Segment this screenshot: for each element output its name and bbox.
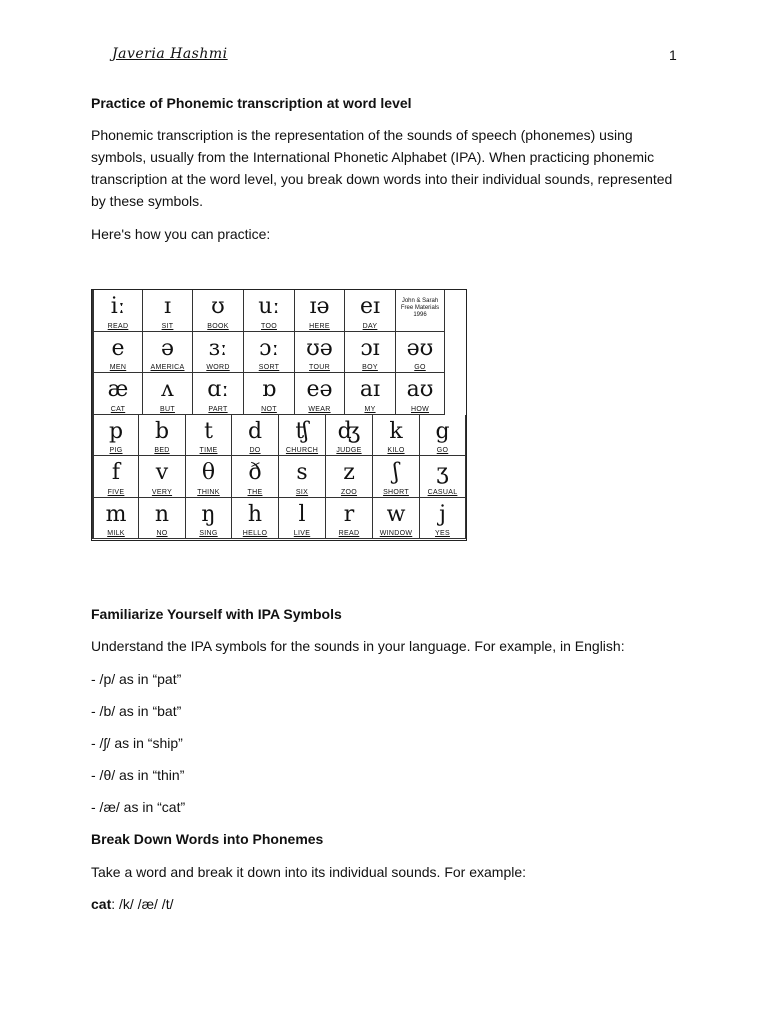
example-word-label: READ bbox=[338, 530, 360, 537]
phoneme-symbol: ɜː bbox=[208, 335, 228, 361]
example-item: - /p/ as in “pat” bbox=[91, 671, 182, 687]
example-phonemes: : /k/ /æ/ /t/ bbox=[111, 896, 174, 912]
document-title: Practice of Phonemic transcription at word level bbox=[91, 95, 412, 111]
phoneme-cell bbox=[92, 415, 139, 457]
example-word-label: KILO bbox=[387, 447, 405, 454]
phoneme-cell bbox=[326, 456, 373, 498]
example-word-label: READ bbox=[107, 322, 129, 330]
phoneme-cell bbox=[143, 373, 193, 415]
consonant-row bbox=[92, 415, 466, 457]
phoneme-symbol: l bbox=[298, 501, 306, 527]
phoneme-cell bbox=[345, 290, 396, 332]
phoneme-symbol: g bbox=[435, 418, 450, 444]
example-word-label: WORD bbox=[206, 364, 230, 371]
phoneme-symbol: n bbox=[154, 501, 170, 527]
example-word-label: BOY bbox=[362, 364, 378, 371]
phoneme-cell bbox=[232, 498, 279, 540]
phoneme-cell bbox=[92, 290, 143, 332]
phoneme-cell bbox=[345, 373, 396, 415]
phoneme-symbol: ʃ bbox=[393, 460, 399, 485]
chart-credit bbox=[396, 290, 445, 332]
phoneme-symbol: ʒ bbox=[436, 460, 449, 485]
phoneme-symbol: ɔː bbox=[259, 335, 279, 361]
phoneme-cell bbox=[345, 332, 396, 374]
practice-lead: Here's how you can practice: bbox=[91, 226, 271, 242]
phoneme-cell bbox=[244, 373, 295, 415]
example-word-label: BUT bbox=[160, 405, 175, 413]
example-word-label: YES bbox=[435, 530, 450, 537]
example-word-label: TIME bbox=[199, 447, 218, 454]
example-word-label: FIVE bbox=[107, 488, 125, 496]
example-word-label: AMERICA bbox=[150, 364, 185, 371]
example-word-label: LIVE bbox=[293, 530, 311, 537]
phoneme-cell bbox=[186, 415, 232, 457]
phoneme-symbol: aʊ bbox=[406, 377, 434, 402]
phoneme-cell bbox=[396, 373, 445, 415]
phoneme-symbol: ɑː bbox=[207, 377, 229, 402]
phoneme-symbol: ŋ bbox=[201, 501, 216, 527]
phoneme-cell bbox=[279, 415, 326, 457]
phoneme-symbol: eɪ bbox=[359, 294, 381, 319]
phoneme-symbol: ɪ bbox=[163, 294, 172, 319]
phoneme-symbol: v bbox=[155, 460, 169, 485]
section2-lead: Take a word and break it down into its individual sounds. For example: bbox=[91, 864, 527, 880]
phoneme-cell bbox=[244, 290, 295, 332]
example-word-label: GO bbox=[436, 447, 449, 454]
phoneme-cell bbox=[143, 332, 193, 374]
example-word-label: SING bbox=[199, 530, 218, 537]
phoneme-symbol: ʤ bbox=[337, 418, 361, 444]
phoneme-cell bbox=[373, 415, 420, 457]
phoneme-symbol: e bbox=[111, 335, 125, 361]
vowel-row bbox=[92, 290, 466, 332]
phoneme-symbol: ɪə bbox=[309, 294, 330, 319]
phoneme-symbol: b bbox=[154, 418, 170, 444]
example-word-label: JUDGE bbox=[336, 447, 362, 454]
phoneme-cell bbox=[139, 456, 186, 498]
example-word-label: NOT bbox=[261, 405, 277, 413]
phoneme-symbol: eə bbox=[306, 377, 333, 402]
phoneme-symbol: w bbox=[386, 501, 406, 527]
intro-paragraph: Phonemic transcription is the representation of the sounds of speech (phonemes) using symbols, usually from the International Phonetic Alphabet (IPA). When practicing phonemic transcription at the word level, you break down words into their individual sounds, represented by these symbols. bbox=[91, 127, 673, 209]
example-word-label: VERY bbox=[151, 488, 173, 496]
phoneme-cell bbox=[279, 498, 326, 540]
example-word-label: HERE bbox=[309, 322, 330, 330]
consonant-row bbox=[92, 456, 466, 498]
phoneme-symbol: h bbox=[247, 501, 263, 527]
phoneme-cell bbox=[92, 456, 139, 498]
example-word-label: WINDOW bbox=[379, 530, 413, 537]
example-word-label: TOO bbox=[261, 322, 277, 330]
consonant-row bbox=[92, 498, 466, 540]
example-word-label: MY bbox=[364, 405, 376, 413]
example-item: - /θ/ as in “thin” bbox=[91, 767, 185, 783]
phoneme-symbol: əʊ bbox=[406, 335, 434, 361]
example-word-label: SHORT bbox=[383, 488, 409, 496]
example-item: - /ʃ/ as in “ship” bbox=[91, 735, 183, 751]
example-word: cat bbox=[91, 896, 112, 912]
phoneme-symbol: d bbox=[247, 418, 263, 444]
example-word-label: PART bbox=[208, 405, 228, 413]
example-word-label: DAY bbox=[362, 322, 378, 330]
phoneme-cell bbox=[139, 498, 186, 540]
phoneme-cell bbox=[193, 373, 244, 415]
example-word-label: CHURCH bbox=[285, 447, 319, 454]
example-transcription bbox=[91, 893, 681, 915]
phoneme-symbol: ð bbox=[248, 460, 262, 485]
vowel-row bbox=[92, 373, 466, 415]
phoneme-cell bbox=[193, 290, 244, 332]
vowel-row bbox=[92, 332, 466, 374]
phoneme-cell bbox=[373, 456, 420, 498]
phoneme-cell bbox=[186, 456, 232, 498]
phoneme-symbol: z bbox=[343, 460, 355, 485]
example-word-label: MEN bbox=[109, 364, 127, 371]
phoneme-cell bbox=[420, 415, 466, 457]
example-word-label: ZOO bbox=[340, 488, 358, 496]
phoneme-symbol: ʧ bbox=[295, 418, 309, 444]
phoneme-symbol: aɪ bbox=[359, 377, 381, 402]
phoneme-symbol: ʊə bbox=[306, 335, 333, 361]
phoneme-symbol: ɒ bbox=[261, 377, 277, 402]
example-word-label: DO bbox=[249, 447, 261, 454]
example-word-label: HELLO bbox=[242, 530, 268, 537]
example-word-label: THE bbox=[247, 488, 263, 496]
phoneme-cell bbox=[420, 498, 466, 540]
phoneme-cell bbox=[139, 415, 186, 457]
phoneme-symbol: f bbox=[111, 460, 121, 485]
example-word-label: WEAR bbox=[308, 405, 331, 413]
phoneme-cell bbox=[295, 332, 345, 374]
example-word-label: PIG bbox=[109, 447, 123, 454]
phoneme-cell bbox=[193, 332, 244, 374]
example-word-label: BED bbox=[154, 447, 170, 454]
example-word-label: SIT bbox=[161, 322, 174, 330]
phoneme-cell bbox=[186, 498, 232, 540]
author-name: Javeria Hashmi bbox=[112, 46, 228, 62]
example-word-label: TOUR bbox=[309, 364, 330, 371]
example-word-label: MILK bbox=[107, 530, 125, 537]
phoneme-cell bbox=[279, 456, 326, 498]
example-word-label: HOW bbox=[410, 405, 429, 413]
phoneme-symbol: m bbox=[105, 501, 127, 527]
phoneme-cell bbox=[295, 373, 345, 415]
phoneme-symbol: t bbox=[204, 418, 213, 444]
example-word-label: SORT bbox=[258, 364, 280, 371]
phoneme-symbol: ʊ bbox=[211, 294, 225, 319]
section2-heading: Break Down Words into Phonemes bbox=[91, 831, 324, 847]
phoneme-cell bbox=[232, 415, 279, 457]
phoneme-symbol: θ bbox=[201, 460, 216, 485]
credit-text: John & Sarah Free Materials 1996 bbox=[400, 298, 440, 318]
phoneme-symbol: ə bbox=[160, 335, 175, 361]
phoneme-cell bbox=[373, 498, 420, 540]
phoneme-cell bbox=[92, 498, 139, 540]
phoneme-symbol: p bbox=[108, 418, 124, 444]
phoneme-symbol: iː bbox=[110, 294, 126, 319]
phoneme-symbol: æ bbox=[107, 377, 129, 402]
phoneme-symbol: j bbox=[439, 501, 446, 527]
example-word-label: CASUAL bbox=[427, 488, 458, 496]
phoneme-symbol: k bbox=[389, 418, 403, 444]
phoneme-cell bbox=[326, 415, 373, 457]
example-item: - /æ/ as in “cat” bbox=[91, 799, 186, 815]
phoneme-cell bbox=[244, 332, 295, 374]
ipa-chart bbox=[91, 289, 467, 541]
example-word-label: BOOK bbox=[207, 322, 229, 330]
example-word-label: CAT bbox=[110, 405, 126, 413]
phoneme-symbol: uː bbox=[258, 294, 280, 319]
section1-heading: Familiarize Yourself with IPA Symbols bbox=[91, 606, 342, 622]
phoneme-cell bbox=[143, 290, 193, 332]
phoneme-cell bbox=[92, 373, 143, 415]
phoneme-cell bbox=[92, 332, 143, 374]
phoneme-symbol: ɔɪ bbox=[360, 335, 380, 361]
phoneme-cell bbox=[396, 332, 445, 374]
example-word-label: NO bbox=[156, 530, 168, 537]
section1-lead: Understand the IPA symbols for the sounds in your language. For example, in English: bbox=[91, 638, 625, 654]
phoneme-cell bbox=[232, 456, 279, 498]
phoneme-cell bbox=[326, 498, 373, 540]
phoneme-cell bbox=[295, 290, 345, 332]
example-item: - /b/ as in “bat” bbox=[91, 703, 182, 719]
example-word-label: GO bbox=[414, 364, 426, 371]
phoneme-cell bbox=[420, 456, 466, 498]
phoneme-symbol: ʌ bbox=[161, 377, 174, 402]
example-word-label: THINK bbox=[197, 488, 220, 496]
example-word-label: SIX bbox=[295, 488, 309, 496]
phoneme-symbol: r bbox=[343, 501, 355, 527]
page-number: 1 bbox=[669, 47, 677, 63]
phoneme-symbol: s bbox=[296, 460, 308, 485]
